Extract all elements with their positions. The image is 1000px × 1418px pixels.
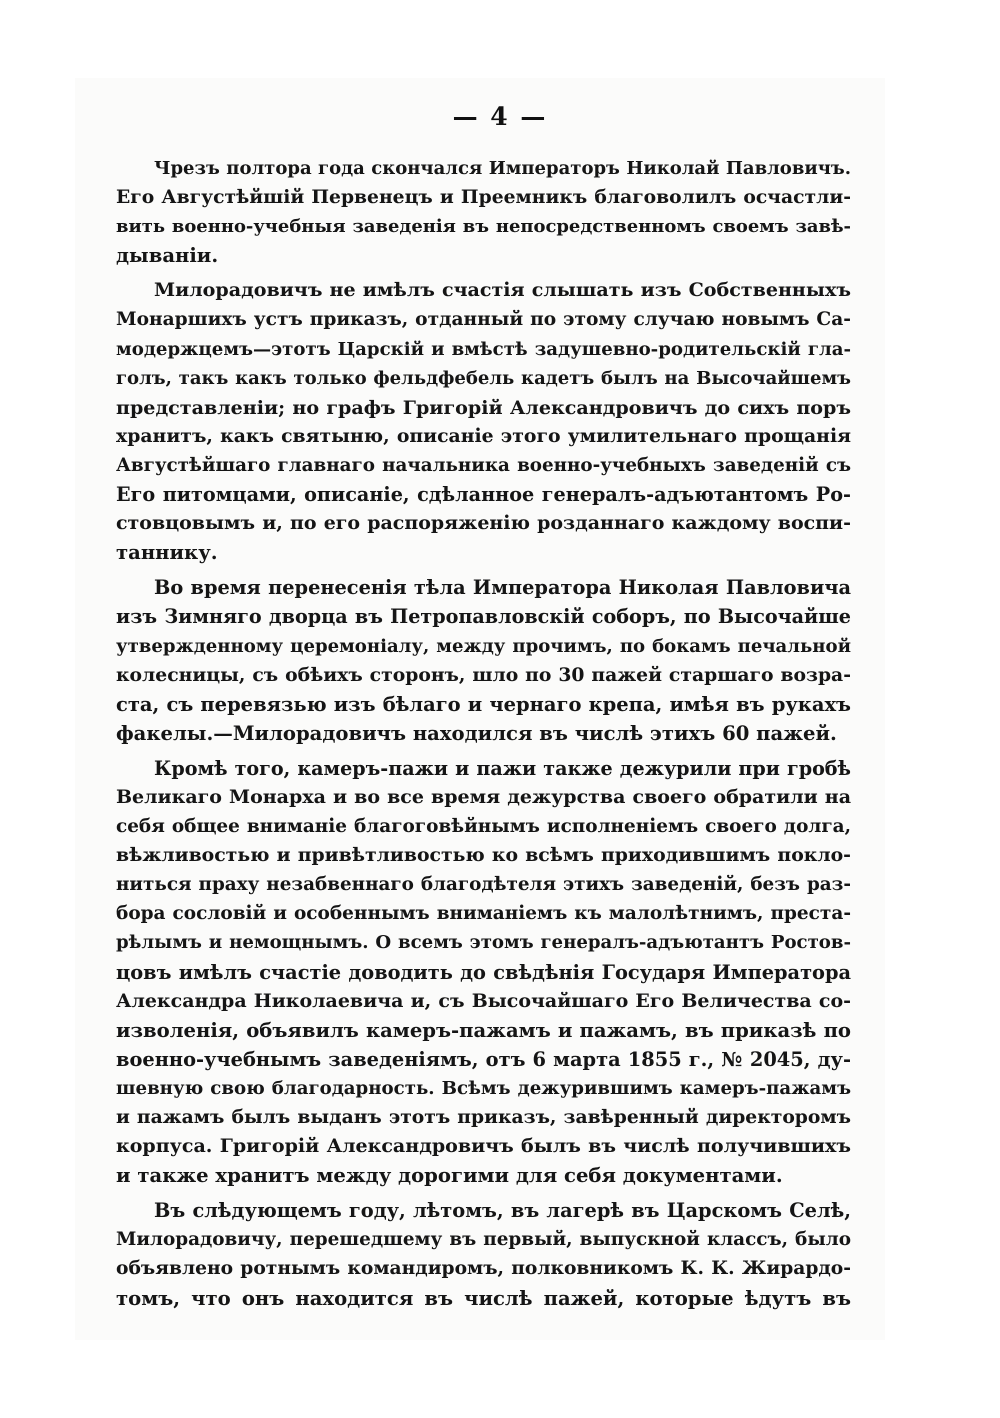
text-line: ста, съ перевязью изъ бѣлаго и чернаго крепа, имѣя въ рукахъ [116, 692, 851, 716]
text-line: представленіи; но графъ Григорій Александровичъ до сихъ поръ [116, 395, 851, 419]
text-line: изволенія, объявилъ камеръ-пажамъ и пажамъ, въ приказѣ по [116, 1018, 851, 1042]
text-line: вѣжливостью и привѣтливостью ко всѣмъ приходившимъ покло- [116, 844, 851, 867]
text-line: Его Августѣйшій Первенецъ и Преемникъ благоволилъ осчастли- [116, 186, 851, 209]
text-line: Великаго Монарха и во все время дежурства своего обратили на [116, 785, 851, 808]
text-line: факелы.—Милорадовичъ находился въ числѣ этихъ 60 пажей. [116, 721, 837, 745]
text-line: бора сословій и особеннымъ вниманіемъ къ малолѣтнимъ, преста- [116, 903, 851, 925]
text-line: Милорадовичъ не имѣлъ счастія слышать изъ Собственныхъ [154, 279, 851, 302]
text-line: Монаршихъ устъ приказъ, отданный по этому случаю новымъ Са- [116, 309, 851, 331]
text-line: вить военно-учебныя заведенія въ непосредственномъ своемъ завѣ- [116, 216, 851, 238]
page-number: — 4 — [452, 102, 548, 131]
text-line: Въ слѣдующемъ году, лѣтомъ, въ лагерѣ въ Царскомъ Селѣ, [154, 1199, 851, 1223]
text-line: Кромѣ того, камеръ-пажи и пажи также дежурили при гробѣ [154, 756, 851, 780]
paragraph-5 [116, 1196, 851, 1312]
paragraph-3 [116, 573, 851, 748]
text-line: дываніи. [116, 244, 219, 268]
text-line: Чрезъ полтора года скончался Императоръ Николай Павловичъ. [154, 158, 851, 179]
paragraph-4 [116, 754, 851, 1190]
text-line: Милорадовичу, перешедшему въ первый, выпускной классъ, было [116, 1229, 851, 1251]
text-body [116, 154, 851, 1319]
text-line: Августѣйшаго главнаго начальника военно-учебныхъ заведеній съ [116, 454, 851, 476]
text-line: Во время перенесенія тѣла Императора Николая Павловича [154, 576, 851, 600]
text-line: корпуса. Григорій Александровичъ былъ въ числѣ получившихъ [116, 1135, 851, 1158]
text-line: модержцемъ—этотъ Царскій и вмѣстѣ задушевно-родительскій гла- [116, 338, 851, 360]
text-line: цовъ имѣлъ счастіе доводить до свѣдѣнія Государя Императора [116, 960, 851, 984]
text-line: рѣлымъ и немощнымъ. О всемъ этомъ генералъ-адъютантъ Ростов- [116, 932, 851, 954]
text-line: ниться праху незабвеннаго благодѣтеля этихъ заведеній, безъ раз- [116, 874, 851, 896]
text-line: хранитъ, какъ святыню, описаніе этого умилительнаго прощанія [116, 424, 851, 447]
text-line: колесницы, съ обѣихъ сторонъ, шло по 30 пажей старшаго возра- [116, 663, 851, 686]
text-line: стовцовымъ и, по его распоряженію розданнаго каждому воспи- [116, 512, 851, 535]
text-line: себя общее вниманіе благоговѣйнымъ исполненіемъ своего долга, [116, 816, 851, 838]
paragraph-1 [116, 154, 851, 270]
text-line: Александра Николаевича и, съ Высочайшаго Его Величества со- [116, 989, 851, 1012]
text-line: Его питомцами, описаніе, сдѣланное генералъ-адъютантомъ Ро- [116, 483, 851, 507]
paragraph-2 [116, 276, 851, 567]
text-line: таннику. [116, 541, 218, 565]
text-line: и пажамъ былъ выданъ этотъ приказъ, завѣренный директоромъ [116, 1106, 851, 1128]
text-line: объявлено ротнымъ командиромъ, полковникомъ К. К. Жирардо- [116, 1257, 851, 1280]
text-line: шевную свою благодарность. Всѣмъ дежурившимъ камеръ-пажамъ [116, 1077, 851, 1099]
text-line: военно-учебнымъ заведеніямъ, отъ 6 марта 1855 г., № 2045, ду- [116, 1047, 851, 1071]
text-line: утвержденному церемоніалу, между прочимъ, по бокамъ печальной [116, 635, 851, 657]
text-line: голъ, такъ какъ только фельдфебель кадетъ былъ на Высочайшемъ [116, 367, 851, 389]
text-line: томъ, что онъ находится въ числѣ пажей, которые ѣдутъ въ [116, 1286, 851, 1310]
text-line: изъ Зимняго дворца въ Петропавловскій соборъ, по Высочайше [116, 605, 851, 629]
text-line: и также хранитъ между дорогими для себя документами. [116, 1164, 783, 1188]
